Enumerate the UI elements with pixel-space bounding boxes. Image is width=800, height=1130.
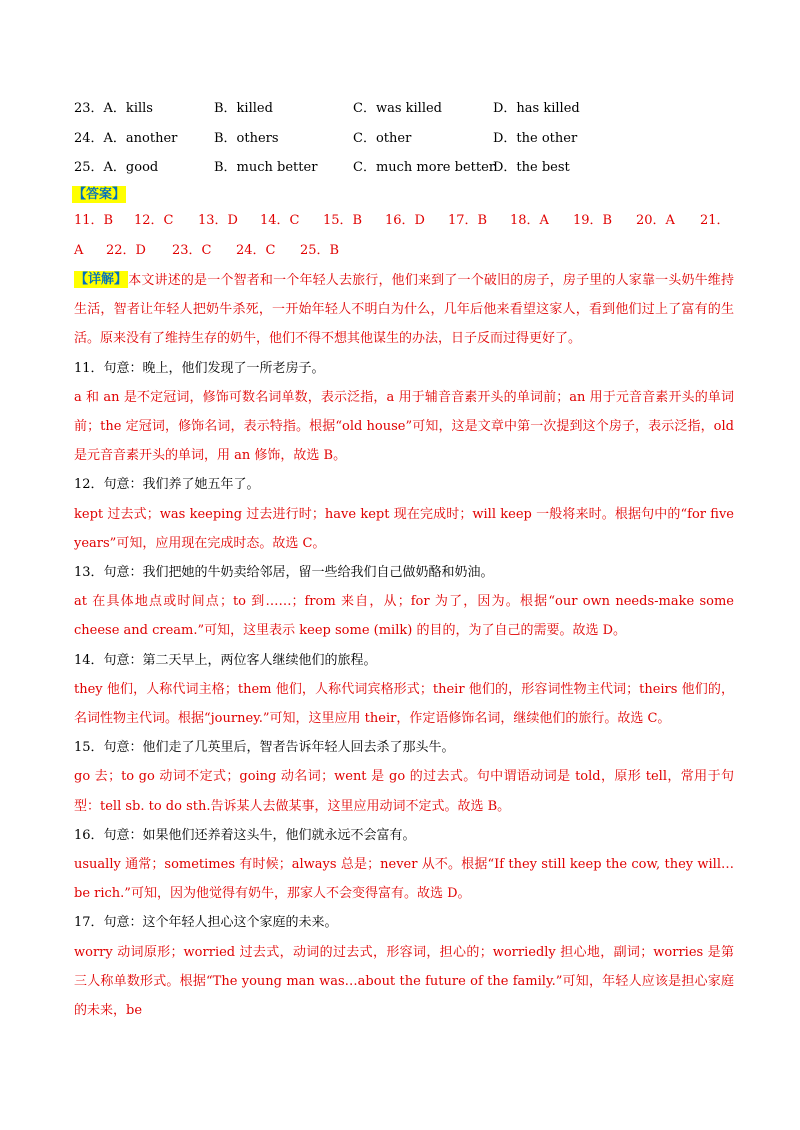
question-explanation: kept 过去式；was keeping 过去进行时；have kept 现在完成时；will keep 一般将来时。根据句中的“for five years”可知，应用现在完成时态。故选 C。 xyxy=(74,506,734,551)
option-row xyxy=(74,124,734,154)
option-c: C．was killed xyxy=(353,101,442,116)
option-row xyxy=(74,153,734,183)
answer-item: 22．D xyxy=(106,243,146,258)
answer-item: 23．C xyxy=(172,243,212,258)
question-explanation: a 和 an 是不定冠词，修饰可数名词单数，表示泛指，a 用于辅音音素开头的单词前；an 用于元音音素开头的单词前；the 定冠词，修饰名词，表示特指。根据“old house”可知，这是文章中第一次提到这个房子，表示泛指，old 是元音音素开头的单词，用 an 修饰，故选 B。 xyxy=(74,389,734,464)
question-explanation: they 他们，人称代词主格；them 他们，人称代词宾格形式；their 他们的，形容词性物主代词；theirs 他们的，名词性物主代词。根据“journey.”可知，这里应用 their，作定语修饰名词，继续他们的旅行。故选 C。 xyxy=(74,681,734,727)
explanation-body xyxy=(74,266,734,1025)
question-explanation: go 去；to go 动词不定式；going 动名词；went 是 go 的过去式。句中谓语动词是 told，原形 tell，常用于句型：tell sb. to do sth.告诉某人去做某事，这里应用动词不定式。故选 B。 xyxy=(74,769,734,814)
question-meaning: 12．句意：我们养了她五年了。 xyxy=(74,477,260,493)
question-meaning: 17．句意：这个年轻人担心这个家庭的未来。 xyxy=(74,915,338,931)
answer-item: 25．B xyxy=(300,243,340,258)
answer-item: 11．B xyxy=(74,213,114,228)
option-d: D．the other xyxy=(493,130,578,146)
option-b: B．others xyxy=(214,130,279,146)
option-c: C．other xyxy=(353,130,412,146)
answer-item: 14．C xyxy=(260,213,300,228)
answer-line xyxy=(74,206,738,236)
detail-label: 【详解】 xyxy=(75,272,128,287)
answer-item: 18．A xyxy=(510,213,549,228)
option-a: 24．A．another xyxy=(74,130,178,146)
question-meaning: 16．句意：如果他们还养着这头牛，他们就永远不会富有。 xyxy=(74,827,416,843)
question-meaning: 15．句意：他们走了几英里后，智者告诉年轻人回去杀了那头牛。 xyxy=(74,740,455,756)
answer-key xyxy=(74,206,738,266)
question-explanation: worry 动词原形；worried 过去式，动词的过去式，形容词，担心的；worriedly 担心地，副词；worries 是第三人称单数形式。根据“The young man was…about the future of the family.”可知，年轻人应该是担心家庭的未来，be xyxy=(74,944,734,1019)
question-explanation: usually 通常；sometimes 有时候；always 总是；never 从不。根据“If they still keep the cow, they will…be rich.”可知，因为他觉得有奶牛，那家人不会变得富有。故选 D。 xyxy=(74,857,734,902)
answer-label: 【答案】 xyxy=(73,187,126,202)
question-explanation: at 在具体地点或时间点；to 到……；from 来自，从；for 为了，因为。根据“our own needs-make some cheese and cream.”可知，这里表示 keep some (milk) 的目的，为了自己的需要。故选 D。 xyxy=(74,594,734,639)
option-a: 23．A．kills xyxy=(74,101,153,116)
answer-item: 16．D xyxy=(385,213,425,228)
option-row xyxy=(74,94,734,124)
answer-item: 12．C xyxy=(134,213,174,228)
answer-item: 20．A xyxy=(636,213,675,228)
detail-paragraph xyxy=(74,266,734,354)
question-meaning: 11．句意：晚上，他们发现了一所老房子。 xyxy=(74,360,325,376)
answer-item: A xyxy=(74,243,84,258)
detail-summary: 本文讲述的是一个智者和一个年轻人去旅行，他们来到了一个破旧的房子，房子里的人家靠一头奶牛维持生活，智者让年轻人把奶牛杀死，一开始年轻人不明白为什么，几年后他来看望这家人，看到他们过上了富有的生活。原来没有了维持生存的奶牛，他们不得不想其他谋生的办法，日子反而过得更好了。 xyxy=(74,273,734,347)
question-meaning: 14．句意：第二天早上，两位客人继续他们的旅程。 xyxy=(74,652,377,668)
option-d: D．has killed xyxy=(493,101,580,116)
answer-item: 15．B xyxy=(323,213,363,228)
answer-item: 21． xyxy=(700,213,730,228)
answer-item: 17．B xyxy=(448,213,488,228)
option-d: D．the best xyxy=(493,160,570,175)
option-list xyxy=(74,94,734,183)
question-meaning: 13．句意：我们把她的牛奶卖给邻居，留一些给我们自己做奶酪和奶油。 xyxy=(74,565,494,581)
option-b: B．much better xyxy=(214,160,318,175)
answer-item: 13．D xyxy=(198,213,238,228)
option-b: B．killed xyxy=(214,101,273,116)
answer-item: 19．B xyxy=(573,213,613,228)
option-c: C．much more better xyxy=(353,160,495,175)
answer-item: 24．C xyxy=(236,243,276,258)
answer-line xyxy=(74,236,738,266)
option-a: 25．A．good xyxy=(74,160,159,175)
